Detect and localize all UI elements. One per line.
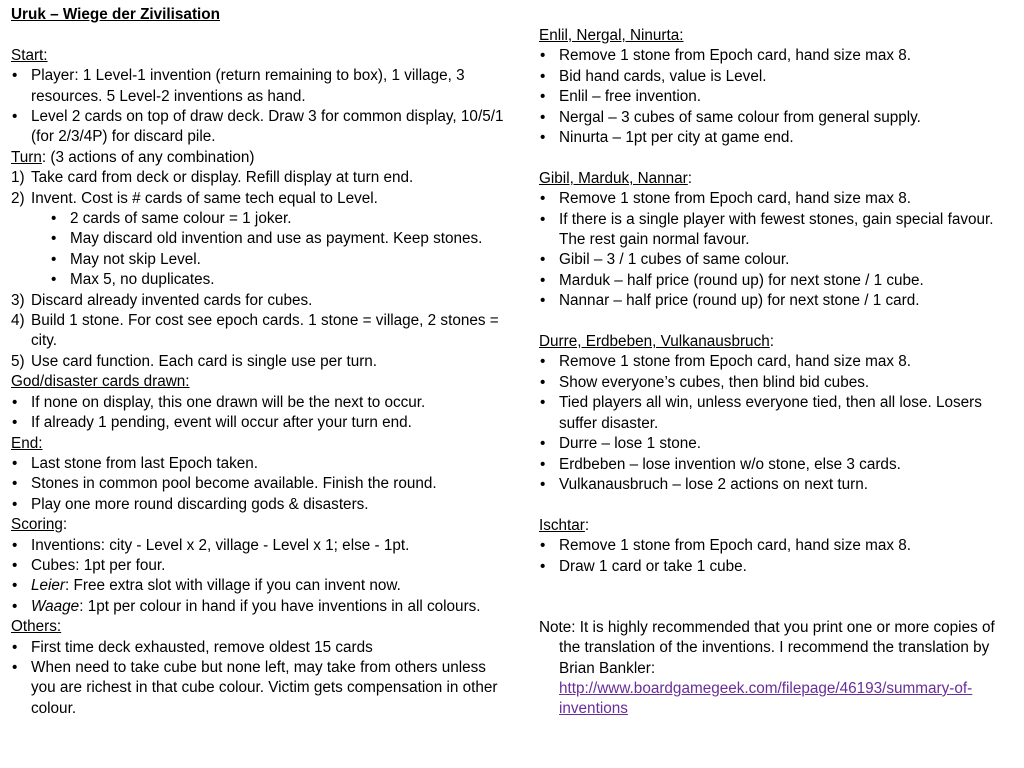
- list-item: • Remove 1 stone from Epoch card, hand size max 8.: [539, 352, 1019, 372]
- list-item: • Inventions: city - Level x 2, village - Level x 1; else - 1pt.: [11, 536, 511, 556]
- enlil-heading: Enlil, Nergal, Ninurta:: [539, 27, 684, 44]
- list-item: • Cubes: 1pt per four.: [11, 556, 511, 576]
- end-heading: End:: [11, 434, 43, 452]
- list-item: • If none on display, this one drawn will be the next to occur.: [11, 393, 511, 413]
- list-item: • Remove 1 stone from Epoch card, hand size max 8.: [539, 536, 1019, 556]
- ischtar-heading-line: Ischtar:: [539, 516, 590, 534]
- turn-heading-suffix: : (3 actions of any combination): [41, 148, 255, 166]
- note-paragraph: [539, 618, 1019, 720]
- list-item: • Remove 1 stone from Epoch card, hand size max 8.: [539, 46, 1019, 66]
- list-item: • When need to take cube but none left, may take from others unless you are richest in that cube colour. Victim gets compensation in other colour.: [11, 658, 511, 719]
- list-item: • May not skip Level.: [11, 250, 511, 270]
- list-item: • Last stone from last Epoch taken.: [11, 454, 511, 474]
- list-item: • Leier: Free extra slot with village if you can invent now.: [11, 576, 511, 596]
- list-item: • Draw 1 card or take 1 cube.: [539, 557, 1019, 577]
- list-item: • Nergal – 3 cubes of same colour from general supply.: [539, 108, 1019, 128]
- gibil-heading: Gibil, Marduk, Nannar: [539, 169, 688, 187]
- list-item: • Player: 1 Level-1 invention (return remaining to box), 1 village, 3 resources. 5 Level-2 inventions as hand.: [11, 66, 511, 107]
- start-heading: Start:: [11, 46, 48, 64]
- list-item: • May discard old invention and use as payment. Keep stones.: [11, 229, 511, 249]
- list-item: • Remove 1 stone from Epoch card, hand size max 8.: [539, 189, 1019, 209]
- list-item: • Show everyone’s cubes, then blind bid cubes.: [539, 373, 1019, 393]
- list-item: • Vulkanausbruch – lose 2 actions on next turn.: [539, 475, 1019, 495]
- waage-term: Waage: [31, 597, 80, 615]
- list-item: • Gibil – 3 / 1 cubes of same colour.: [539, 250, 1019, 270]
- list-item: • Stones in common pool become available. Finish the round.: [11, 474, 511, 494]
- god-disaster-heading: God/disaster cards drawn:: [11, 373, 190, 391]
- gibil-heading-line: Gibil, Marduk, Nannar:: [539, 169, 693, 187]
- ischtar-heading: Ischtar: [539, 516, 585, 534]
- list-item: • Waage: 1pt per colour in hand if you have inventions in all colours.: [11, 597, 511, 617]
- list-item: 4) Build 1 stone. For cost see epoch cards. 1 stone = village, 2 stones = city.: [11, 312, 499, 350]
- inventions-summary-link[interactable]: http://www.boardgamegeek.com/filepage/46193/summary-of-inventions: [559, 679, 973, 718]
- others-heading: Others:: [11, 618, 62, 636]
- scoring-heading: Scoring: [11, 516, 63, 534]
- list-item: • Marduk – half price (round up) for next stone / 1 cube.: [539, 271, 1019, 291]
- list-item: • Ninurta – 1pt per city at game end.: [539, 128, 1019, 148]
- list-item: • Tied players all win, unless everyone tied, then all lose. Losers suffer disaster.: [539, 393, 1019, 434]
- list-item: 3) Discard already invented cards for cubes.: [11, 291, 313, 309]
- list-item: 5) Use card function. Each card is single use per turn.: [11, 352, 378, 370]
- list-item: • If already 1 pending, event will occur after your turn end.: [11, 413, 511, 433]
- leier-term: Leier: [31, 577, 66, 595]
- right-column: [539, 26, 1019, 720]
- list-item: • Enlil – free invention.: [539, 87, 1019, 107]
- list-item: • Max 5, no duplicates.: [11, 270, 511, 290]
- list-item: • Bid hand cards, value is Level.: [539, 67, 1019, 87]
- durre-heading: Durre, Erdbeben, Vulkanausbruch: [539, 333, 770, 351]
- scoring-heading-line: Scoring:: [11, 516, 68, 534]
- durre-heading-line: Durre, Erdbeben, Vulkanausbruch:: [539, 333, 774, 351]
- list-item: • Durre – lose 1 stone.: [539, 434, 1019, 454]
- list-item: • Level 2 cards on top of draw deck. Draw 3 for common display, 10/5/1 (for 2/3/4P) for discard pile.: [11, 107, 511, 148]
- list-item: • First time deck exhausted, remove oldest 15 cards: [11, 638, 511, 658]
- list-item: • 2 cards of same colour = 1 joker.: [11, 209, 511, 229]
- turn-heading: Turn: [11, 148, 42, 166]
- list-item: • Nannar – half price (round up) for next stone / 1 card.: [539, 291, 1019, 311]
- list-item: 1) Take card from deck or display. Refill display at turn end.: [11, 169, 414, 187]
- page-title: Uruk – Wiege der Zivilisation: [11, 6, 220, 23]
- turn-heading-line: [11, 148, 511, 168]
- left-column: [11, 5, 511, 719]
- list-item: • Erdbeben – lose invention w/o stone, else 3 cards.: [539, 455, 1019, 475]
- list-item: • If there is a single player with fewest stones, gain special favour. The rest gain normal favour.: [539, 210, 1019, 251]
- list-item: • Play one more round discarding gods & disasters.: [11, 495, 511, 515]
- list-item: 2) Invent. Cost is # cards of same tech equal to Level.: [11, 189, 378, 207]
- note-text: Note: It is highly recommended that you print one or more copies of the translation of the inventions. I recommend the translation by Brian Bankler:: [539, 618, 995, 677]
